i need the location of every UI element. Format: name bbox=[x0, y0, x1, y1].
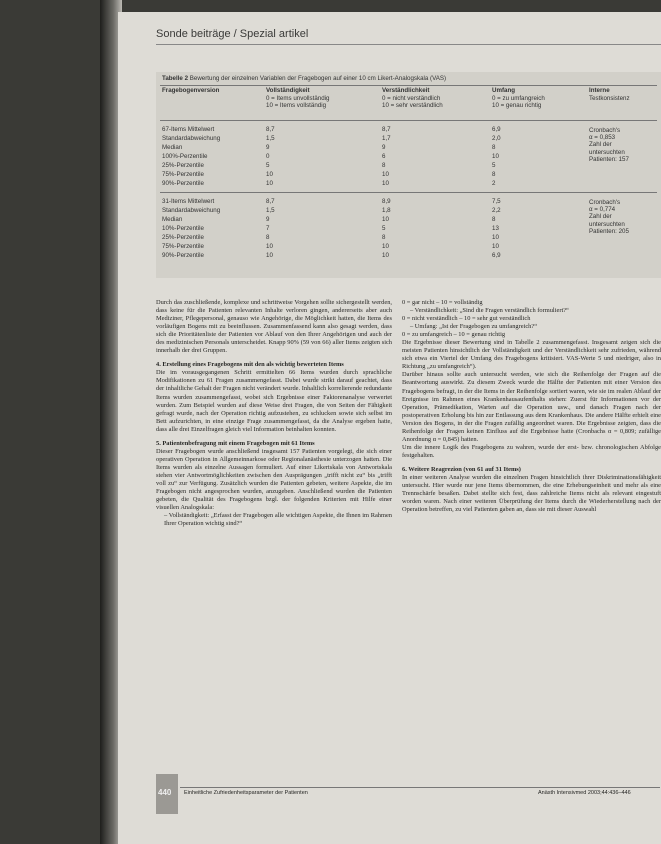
table-cell: 2,0 bbox=[492, 135, 501, 142]
table-cell: 10 bbox=[492, 153, 499, 160]
table-rule bbox=[160, 120, 657, 121]
table-caption bbox=[162, 75, 446, 82]
table-cell: 10 bbox=[382, 180, 389, 187]
list-item: – Verständlichkeit: „Sind die Fragen verständlich formuliert?“ bbox=[410, 307, 569, 315]
table-cell: 1,8 bbox=[382, 207, 391, 214]
table-cell: 8,7 bbox=[266, 198, 275, 205]
table-cell: 31-Items Mittelwert bbox=[162, 198, 215, 205]
table-cell: 10 bbox=[382, 216, 389, 223]
table-cell: 8 bbox=[382, 162, 386, 169]
body-paragraph: Durch das zuschließende, komplexe und schrittweise Vorgehen sollte sichergestellt werden, dass keine für die Patienten relevanten Inhalte verloren gingen, andererseits aber auch Mediziner, Pflegepersonal, genauso wie Angehörige, die Möglichkeit hatten, die Items des vorläufigen Bogens mit zu beeinflussen. Zusammenfassend kann also gesagt werden, dass sich die Prioritätenliste der Patienten vor Ablauf von den Ihrer Angehörigen und auch der des medizinischen Personals unterscheidet. Knapp 90% (59 von 66) aller Items zeigten sich innerhalb der drei Gruppen. bbox=[156, 299, 392, 355]
table-cell: 10 bbox=[266, 252, 273, 259]
column-scale: 0 = zu umfangreich bbox=[492, 94, 545, 102]
running-header: Sonde beiträge / Spezial artikel bbox=[156, 28, 309, 40]
table-row bbox=[162, 135, 657, 142]
table-cell: 75%-Perzentile bbox=[162, 243, 204, 250]
table-row bbox=[162, 180, 657, 187]
table-column-header bbox=[589, 87, 630, 102]
table-cell: 9 bbox=[266, 144, 270, 151]
table-cell: 10 bbox=[266, 171, 273, 178]
table-row bbox=[162, 225, 657, 232]
body-paragraph: In einer weiteren Analyse wurden die einzelnen Fragen hinsichtlich ihrer Diskriminationsfähigkeit untersucht. Hier wurde nur jene Items übernommen, die eine Erhebungseinheit und mehr als eine Trennschärfe besaßen. Dabei stellte sich fest, dass zahlreiche Items nicht als relevant eingestuft worden waren. Nach einer weiteren Überprüfung der Items durch die Wiederherstellung nach der Operation betreffen, zu viel Patienten gaben an, dass sie mit dieser Auswahl bbox=[402, 473, 661, 514]
table-cell: 10 bbox=[266, 243, 273, 250]
table-row bbox=[162, 234, 657, 241]
table-cell: 7 bbox=[266, 225, 270, 232]
right-text-column bbox=[402, 299, 661, 514]
body-paragraph: 0 = gar nicht – 10 = vollständig bbox=[402, 299, 483, 306]
table-cell: 1,5 bbox=[266, 135, 275, 142]
table-rule bbox=[160, 192, 657, 193]
column-title: Umfang bbox=[492, 87, 516, 94]
column-scale: Testkonsistenz bbox=[589, 94, 630, 102]
table-row bbox=[162, 126, 657, 133]
table-cell: 13 bbox=[492, 225, 499, 232]
section-heading: 5. Patientenbefragung mit einem Fragebogen mit 61 Items bbox=[156, 439, 315, 447]
column-title: Fragebogenversion bbox=[162, 87, 220, 94]
body-paragraph: Die im vorausgegangenen Schritt ermittelten 66 Items wurden durch sprachliche Modifikationen zu 61 Fragen zusammengefasst. Dabei wurde strikt darauf geachtet, dass der inhaltliche Gehalt der Fragen nicht verändert wurde. Inhaltlich korrelierende redundante Items wurden zusammengefasst, wobei sich Ergebnisse einer Faktorenanalyse verwertet wurden. Zum Beispiel wurden auf diese Weise drei Fragen, die von Seiten der Fähigkeit gefragt wurde, nach der Operation richtig aufzustehen, zu schlucken sowie sich selbst im Bett aufzurichten, in eine einzige Frage zusammengefasst, da die Analyse ergeben hatte, dass alle drei Einzelfragen gleich viel Information beinhalten konnten. bbox=[156, 369, 392, 433]
page-number: 440 bbox=[158, 788, 172, 797]
body-paragraph: 0 = zu umfangreich – 10 = genau richtig bbox=[402, 331, 506, 339]
table-cell: Median bbox=[162, 144, 183, 151]
table-column-header bbox=[266, 87, 329, 110]
table-cell: 8 bbox=[492, 171, 496, 178]
column-title: Interne bbox=[589, 87, 610, 94]
table-caption-text: Bewertung der einzelnen Variablen der Fragebogen auf einer 10 cm Likert-Analogskala (VAS) bbox=[188, 75, 447, 82]
body-paragraph: Darüber hinaus sollte auch untersucht werden, wie sich die Reihenfolge der Fragen auf die Beantwortung auswirkt. Zu diesem Zweck wurde die Hälfte der Patienten mit einer Version des Fragebogens befragt, in der die Items in der Reihenfolge sortiert waren, wie sie im realen Ablauf der Ereignisse im Rahmen eines Krankenhausaufenthalts stehen: Zuerst für Informationen vor der Operation, Prämedikation, Warten auf die Operation usw., und danach Fragen nach der postoperativen Erholung bis hin zur Entlassung aus dem Krankenhaus. Die andere Hälfte erhielt eine Version des Bogens, in der die Fragen zufällig angeordnet waren. Die Ergebnisse zeigten, dass die Reihenfolge der Fragen keinen Einfluss auf die Ergebnisse hatte (Cronbachs α = 0,809; zufällige Anordnung α = 0,845) hatten. bbox=[402, 371, 661, 443]
footer-rule bbox=[180, 787, 660, 788]
table-cell: Standardabweichung bbox=[162, 135, 221, 142]
table-row bbox=[162, 162, 657, 169]
table-cell: 1,5 bbox=[266, 207, 275, 214]
cronbach-note-1: Cronbach's α = 0,853 Zahl der untersuchten Patienten: 157 bbox=[589, 127, 629, 163]
table-cell: 5 bbox=[266, 162, 270, 169]
table-cell: 10 bbox=[382, 243, 389, 250]
column-scale: 0 = nicht verständlich bbox=[382, 94, 441, 102]
table-row bbox=[162, 198, 657, 205]
footer-running-title: Einheitliche Zufriedenheitsparameter der Patienten bbox=[184, 790, 308, 796]
table-cell: 25%-Perzentile bbox=[162, 234, 204, 241]
table-cell: 8,7 bbox=[266, 126, 275, 133]
results-table bbox=[156, 72, 661, 278]
column-scale: 10 = Items vollständig bbox=[266, 102, 327, 109]
table-cell: 8 bbox=[492, 144, 496, 151]
table-cell: 6,9 bbox=[492, 126, 501, 133]
table-cell: 5 bbox=[492, 162, 496, 169]
table-cell: 10%-Perzentile bbox=[162, 225, 204, 232]
table-cell: 6,9 bbox=[492, 252, 501, 259]
table-cell: 1,7 bbox=[382, 135, 391, 142]
header-rule bbox=[156, 44, 661, 45]
table-cell: 67-Items Mittelwert bbox=[162, 126, 215, 133]
table-cell: 6 bbox=[382, 153, 386, 160]
table-cell: 2 bbox=[492, 180, 496, 187]
table-cell: Standardabweichung bbox=[162, 207, 221, 214]
table-cell: 10 bbox=[492, 234, 499, 241]
table-cell: 10 bbox=[382, 171, 389, 178]
table-cell: 90%-Perzentile bbox=[162, 180, 204, 187]
table-cell: 10 bbox=[492, 243, 499, 250]
body-paragraph: Die Ergebnisse dieser Bewertung sind in Tabelle 2 zusammengefasst. Insgesamt zeigen sich die meisten Patienten hinsichtlich der Vollständigkeit und der Verständlichkeit sehr zufrieden, während sich etwa ein Viertel der Umfang des Fragebogens kritisiert. VAS-Werte 5 und niedriger, also in Richtung „zu umfangreich“). bbox=[402, 339, 661, 371]
table-cell: 7,5 bbox=[492, 198, 501, 205]
body-paragraph: Dieser Fragebogen wurde anschließend insgesamt 157 Patienten vorgelegt, die sich einer operativen Operation in Allgemeinnarkose oder Regionalanästhesie unterzogen hatten. Die Items wurden als einzelne Aussagen formuliert. Auf einer Likertskala von Antwortskala stehen vier Antwortmöglichkeiten zwischen den Ausprägungen „trifft nicht zu“ bis „trifft voll zu“ zur Verfügung. Zusätzlich wurden die Patienten gebeten, weitere Aspekte, die im Fragebogen nicht angesprochen wurden, anzugeben. Anschließend wurden die Patienten gebeten, die Qualität des Fragebogens bzgl. der folgenden Kriterien mit Hilfe einer visuellen Analogskala: bbox=[156, 447, 392, 512]
section-heading: 4. Erstellung eines Fragebogens mit den als wichtig bewerteten Items bbox=[156, 361, 344, 369]
column-scale: 0 = Items unvollständig bbox=[266, 94, 330, 102]
column-scale: 10 = sehr verständlich bbox=[382, 102, 443, 109]
table-cell: 8,7 bbox=[382, 126, 391, 133]
table-cell: 0 bbox=[266, 153, 270, 160]
table-row bbox=[162, 153, 657, 160]
table-cell: 8,9 bbox=[382, 198, 391, 205]
table-cell: 8 bbox=[492, 216, 496, 223]
table-cell: 90%-Perzentile bbox=[162, 252, 204, 259]
body-paragraph: 0 = nicht verständlich – 10 = sehr gut verständlich bbox=[402, 315, 531, 323]
table-row bbox=[162, 216, 657, 223]
column-title: Vollständigkeit bbox=[266, 87, 310, 94]
table-column-header bbox=[492, 87, 545, 110]
table-cell: 10 bbox=[382, 252, 389, 259]
table-caption-label: Tabelle 2 bbox=[162, 75, 189, 82]
table-rule bbox=[160, 85, 657, 86]
table-row bbox=[162, 243, 657, 250]
table-cell: 75%-Perzentile bbox=[162, 171, 204, 178]
list-item: – Vollständigkeit: „Erfasst der Fragebogen alle wichtigen Aspekte, die Ihnen im Rahmen Ihrer Operation wichtig sind?“ bbox=[164, 512, 392, 528]
table-row bbox=[162, 144, 657, 151]
table-row bbox=[162, 207, 657, 214]
section-heading: 6. Weitere Reagrezion (von 61 auf 31 Items) bbox=[402, 465, 521, 473]
table-row bbox=[162, 252, 657, 259]
table-cell: 8 bbox=[382, 234, 386, 241]
table-cell: 2,2 bbox=[492, 207, 501, 214]
table-row bbox=[162, 171, 657, 178]
table-cell: 9 bbox=[382, 144, 386, 151]
table-cell: 5 bbox=[382, 225, 386, 232]
body-paragraph: Um die innere Logik des Fragebogens zu wahren, wurde der erst- bzw. chronologischen Abfolge festgehalten. bbox=[402, 443, 661, 459]
table-column-header bbox=[382, 87, 443, 110]
table-column-header bbox=[162, 87, 219, 95]
table-cell: 8 bbox=[266, 234, 270, 241]
table-cell: 9 bbox=[266, 216, 270, 223]
cronbach-note-2: Cronbach's α = 0,774 Zahl der untersuchten Patienten: 205 bbox=[589, 199, 629, 235]
list-item: – Umfang: „Ist der Fragebogen zu umfangreich?“ bbox=[410, 323, 538, 331]
table-cell: 25%-Perzentile bbox=[162, 162, 204, 169]
footer-citation: Anästh Intensivmed 2003;44:436–446 bbox=[538, 790, 631, 796]
column-title: Verständlichkeit bbox=[382, 87, 430, 94]
document-page bbox=[118, 12, 661, 844]
table-cell: Median bbox=[162, 216, 183, 223]
table-cell: 10 bbox=[266, 180, 273, 187]
left-text-column bbox=[156, 299, 392, 528]
table-cell: 100%-Perzentile bbox=[162, 153, 208, 160]
column-scale: 10 = genau richtig bbox=[492, 102, 542, 109]
